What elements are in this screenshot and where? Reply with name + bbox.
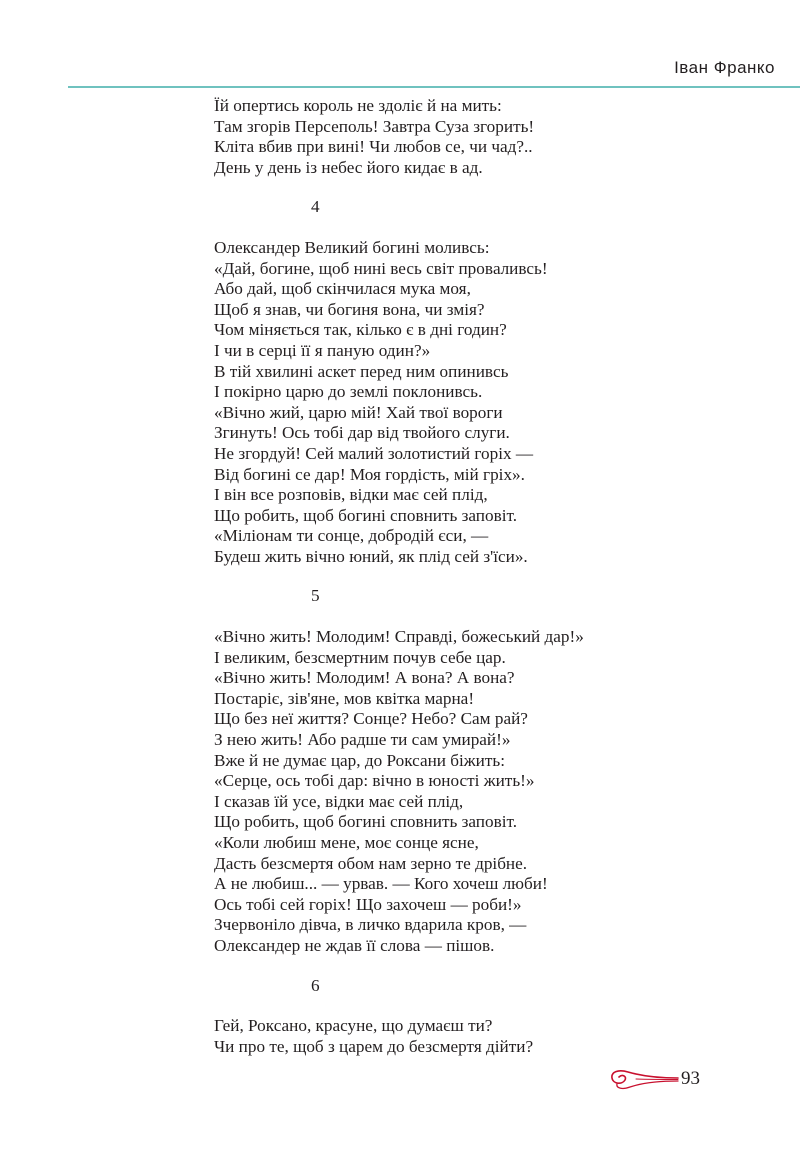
poem-line: Що робить, щоб богині сповнить заповіт. — [214, 812, 517, 832]
poem-line: «Міліонам ти сонце, добродій єси, — — [214, 526, 489, 546]
poem-line: Що без неї життя? Сонце? Небо? Сам рай? — [214, 709, 528, 729]
stanza-number: 5 — [311, 586, 320, 606]
poem-line: Олександер Великий богині моливсь: — [214, 237, 490, 257]
poem-line: І він все розповів, відки має сей плід, — [214, 485, 488, 505]
poem-line: Зчервоніло дівча, в личко вдарила кров, — — [214, 915, 527, 935]
poem-line: «Коли любиш мене, моє сонце ясне, — [214, 833, 479, 852]
poem-line: Вже й не думає цар, до Роксани біжить: — [214, 750, 506, 770]
header-rule — [68, 86, 800, 88]
poem-line: «Вічно жий, царю мій! Хай твої вороги — [214, 402, 503, 422]
poem-line: «Дай, богине, щоб нині весь світ провaливсь! — [214, 258, 548, 278]
poem-line: Будеш жить вічно юний, як плід сей з'їси». — [214, 546, 528, 566]
poem-line: Кліта вбив при вині! Чи любов се, чи чад?.. — [214, 137, 533, 157]
stanza — [214, 627, 734, 957]
page-header — [0, 0, 800, 90]
poem-line: Згинуть! Ось тобі дар від твойого слуги. — [214, 423, 510, 443]
stanza-number: 4 — [311, 197, 320, 217]
poem-line: Гей, Роксано, красуне, що думаєш ти? — [214, 1016, 493, 1036]
poem-line: Їй опертись король не здоліє й на мить: — [214, 96, 502, 115]
poem-line: І покірно царю до землі поклонивсь. — [214, 382, 483, 402]
poem-line: День у день із небес його кидає в ад. — [214, 157, 483, 177]
poem-line: А не любиш... — урвав. — Кого хочеш люби! — [214, 874, 548, 894]
poem-line: Від богині се дар! Моя гордість, мій гріх». — [214, 464, 525, 484]
poem-line: «Вічно жить! Молодим! А вона? А вона? — [214, 668, 515, 688]
poem-line: І чи в серці її я паную один?» — [214, 340, 431, 360]
poem-line: І сказав їй усе, відки має сей плід, — [214, 791, 464, 811]
poem-line: Чом міняється так, кілько є в дні годин? — [214, 320, 507, 340]
swirl-ornament-icon — [608, 1066, 680, 1092]
running-head-author: Іван Франко — [674, 58, 775, 77]
poem-line: «Вічно жить! Молодим! Справді, божеський дар!» — [214, 627, 584, 647]
poem-line: Не згордуй! Сей малий золотистий горіх — — [214, 443, 534, 463]
stanza-number: 6 — [311, 975, 320, 995]
page-number: 93 — [681, 1068, 700, 1089]
stanza — [214, 1016, 734, 1057]
poem-line: І великим, безсмертним почув себе цар. — [214, 647, 506, 667]
poem-line: Дасть безсмертя обом нам зерно те дрібне. — [214, 853, 528, 873]
poem-line: З нею жить! Або радше ти сам умирай!» — [214, 730, 511, 750]
poem-line: В тій хвилині аскет перед ним опинивсь — [214, 361, 509, 381]
poem-line: Постаріє, зів'яне, мов квітка марна! — [214, 688, 475, 708]
stanza — [214, 96, 734, 178]
poem-line: Щоб я знав, чи богиня вона, чи змія? — [214, 299, 485, 319]
poem-line: Ось тобі сей горіх! Що захочеш — роби!» — [214, 894, 522, 914]
poem-body — [214, 96, 734, 1057]
poem-line: Чи про те, щоб з царем до безсмертя дійти? — [214, 1036, 534, 1056]
poem-line: Або дай, щоб скінчилася мука моя, — [214, 279, 471, 299]
poem-line: Олександер не ждав її слова — пішов. — [214, 935, 495, 955]
poem-line: Там згорів Персеполь! Завтра Суза згорить! — [214, 116, 535, 136]
poem-line: Що робить, щоб богині сповнить заповіт. — [214, 505, 517, 525]
stanza — [214, 238, 734, 568]
poem-line: «Серце, ось тобі дар: вічно в юності жить!» — [214, 771, 535, 791]
